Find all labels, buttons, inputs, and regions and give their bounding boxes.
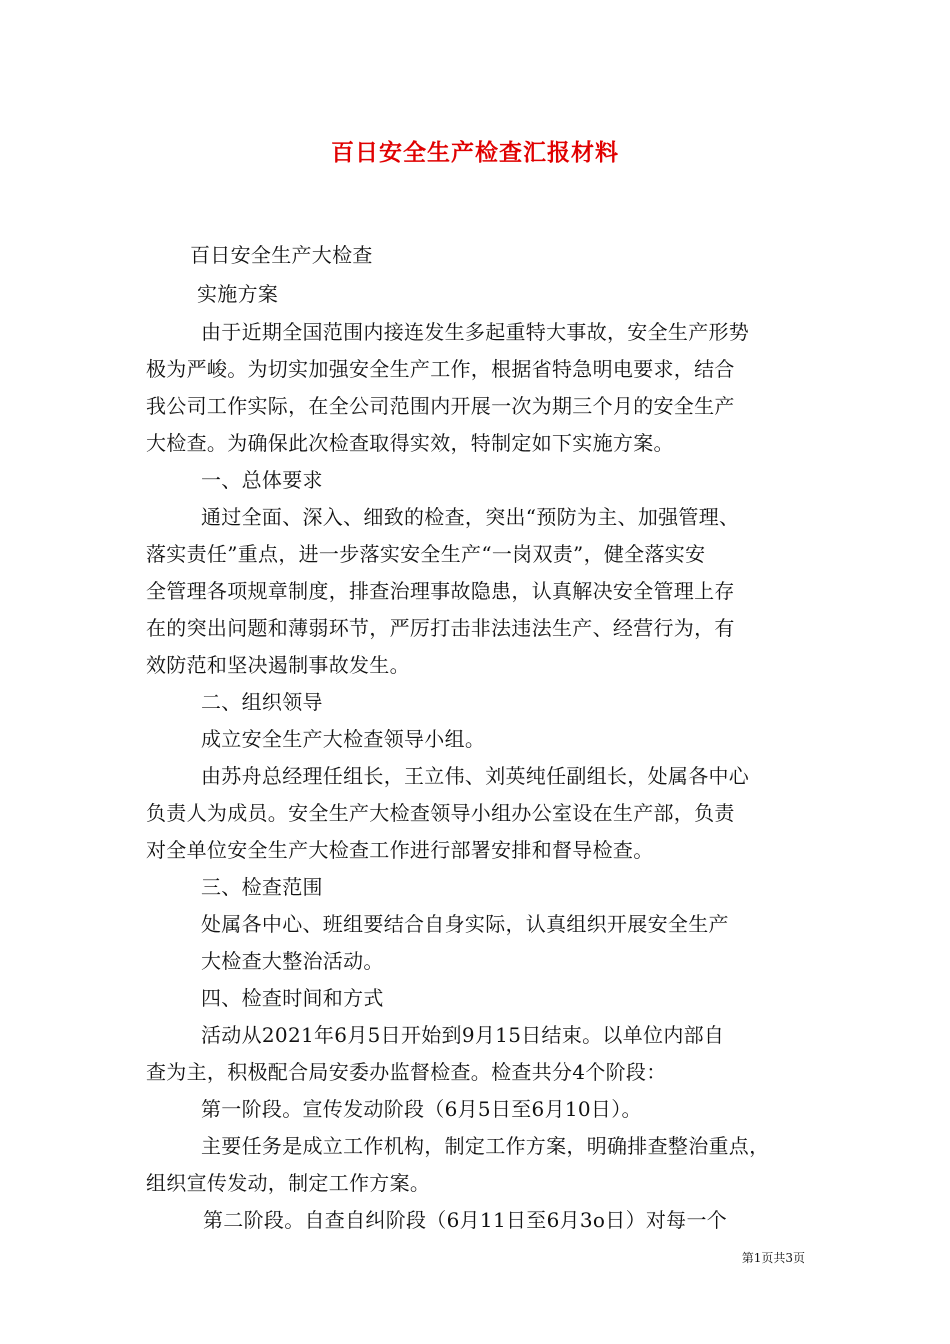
paragraph-line: 第二阶段。自查自纠阶段（6月11日至6月3o日）对每一个 [203,1208,728,1232]
paragraph-line: 成立安全生产大检查领导小组。 [201,727,486,751]
paragraph-line: 全管理各项规章制度，排查治理事故隐患，认真解决安全管理上存 [146,579,735,603]
section-heading: 二、组织领导 [201,690,323,714]
paragraph-line: 极为严峻。为切实加强安全生产工作，根据省特急明电要求，结合 [146,357,735,381]
paragraph-line: 大检查大整治活动。 [201,949,384,973]
paragraph-line: 落实责任”重点，进一步落实安全生产“一岗双责”，健全落实安 [146,542,706,566]
paragraph-line: 主要任务是成立工作机构，制定工作方案，明确排查整治重点， [201,1134,770,1158]
paragraph-line: 组织宣传发动，制定工作方案。 [146,1171,431,1195]
section-heading: 一、总体要求 [201,468,323,492]
page-number: 第1页共3页 [741,1251,805,1265]
section-heading: 四、检查时间和方式 [201,986,384,1010]
paragraph-line: 在的突出问题和薄弱环节，严厉打击非法违法生产、经营行为，有 [146,616,735,640]
paragraph-line: 第一阶段。宣传发动阶段（6月5日至6月10日）。 [201,1097,642,1121]
paragraph-line: 由苏舟总经理任组长，王立伟、刘英纯任副组长，处属各中心 [201,764,750,788]
document-title: 百日安全生产检查汇报材料 [331,139,619,166]
paragraph-line: 百日安全生产大检查 [190,243,373,267]
paragraph-line: 处属各中心、班组要结合自身实际，认真组织开展安全生产 [201,912,729,936]
section-heading: 三、检查范围 [201,875,323,899]
paragraph-line: 对全单位安全生产大检查工作进行部署安排和督导检查。 [146,838,654,862]
paragraph-line: 通过全面、深入、细致的检查，突出“预防为主、加强管理、 [201,505,740,529]
paragraph-line: 查为主，积极配合局安委办监督检查。检查共分4个阶段： [146,1060,667,1084]
paragraph-line: 大检查。为确保此次检查取得实效，特制定如下实施方案。 [146,431,674,455]
paragraph-line: 活动从2021年6月5日开始到9月15日结束。以单位内部自 [201,1023,725,1047]
paragraph-line: 由于近期全国范围内接连发生多起重特大事故，安全生产形势 [201,320,750,344]
paragraph-line: 负责人为成员。安全生产大检查领导小组办公室设在生产部，负责 [146,801,735,825]
paragraph-line: 实施方案 [197,282,279,306]
paragraph-line: 效防范和坚决遏制事故发生。 [146,653,410,677]
paragraph-line: 我公司工作实际，在全公司范围内开展一次为期三个月的安全生产 [146,394,735,418]
